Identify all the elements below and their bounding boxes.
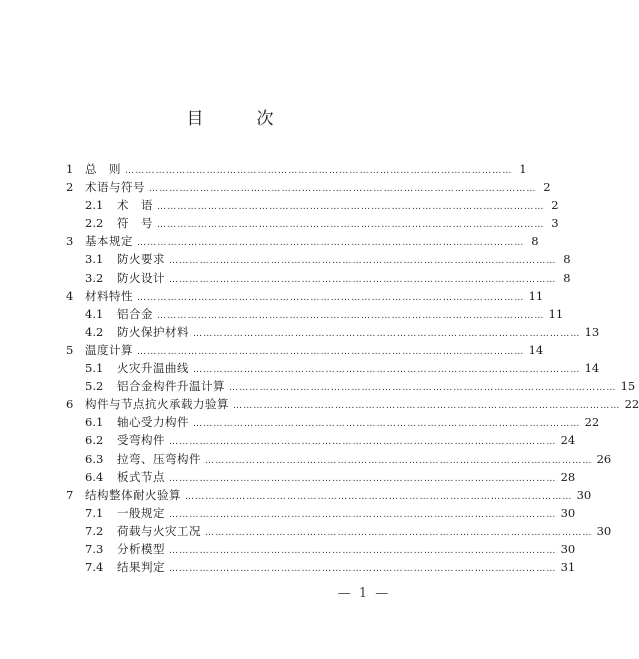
toc-entry [66, 214, 559, 232]
toc-entry-number: 6 [66, 397, 74, 412]
toc-entry-page: 30 [596, 523, 612, 538]
toc-entry-label: 分析模型 [117, 541, 165, 556]
page-number-footer: — 1 — [337, 586, 391, 601]
toc-entry-number: 2 [66, 180, 74, 195]
toc-entry [66, 250, 571, 268]
toc-entry-number: 4.2 [85, 324, 104, 339]
toc-entry [66, 431, 576, 449]
toc-entry-leader: …………………………………………………………………………………………………… [137, 346, 525, 357]
toc-entry-page: 14 [584, 361, 600, 376]
toc-entry-leader: …………………………………………………………………………………………………… [137, 238, 525, 249]
toc-entry [66, 486, 592, 504]
toc-entry-page: 24 [560, 433, 576, 448]
toc-entry-label: 板式节点 [117, 469, 165, 484]
toc-entry-label: 铝合金构件升温计算 [117, 379, 225, 394]
toc-entry-leader: …………………………………………………………………………………………………… [169, 473, 557, 484]
toc-entry-page: 22 [584, 415, 600, 430]
toc-entry-number: 7.3 [85, 541, 104, 556]
toc-entry-label: 术语与符号 [85, 180, 145, 195]
toc-entry [66, 540, 576, 558]
toc-entry-leader: …………………………………………………………………………………………………… [169, 274, 557, 285]
toc-entry [66, 468, 576, 486]
toc-entry-page: 15 [620, 379, 636, 394]
toc-entry-label: 火灾升温曲线 [117, 361, 189, 376]
toc-entry-page: 3 [551, 216, 559, 231]
toc-entry-label: 一般规定 [117, 505, 165, 520]
toc-entry [66, 522, 612, 540]
toc-entry [66, 413, 600, 431]
toc-entry-number: 4 [66, 288, 74, 303]
toc-entry-number: 5.1 [85, 361, 104, 376]
toc-entry-leader: …………………………………………………………………………………………………… [233, 401, 621, 412]
toc-entry [66, 305, 564, 323]
toc-entry [66, 323, 600, 341]
toc-entry [66, 341, 544, 359]
toc-entry-number: 3 [66, 234, 74, 249]
toc-entry [66, 558, 576, 576]
toc-entry-number: 6.4 [85, 469, 104, 484]
toc-entry-leader: …………………………………………………………………………………………………… [157, 220, 545, 231]
toc-entry-label: 温度计算 [85, 342, 133, 357]
toc-entry-leader: …………………………………………………………………………………………………… [137, 292, 525, 303]
toc-entry-leader: …………………………………………………………………………………………………… [229, 383, 617, 394]
toc-entry [66, 504, 576, 522]
toc-entry-page: 2 [543, 180, 551, 195]
toc-entry-page: 11 [528, 288, 544, 303]
toc-entry-number: 7.4 [85, 560, 104, 575]
toc-entry-page: 26 [596, 451, 612, 466]
toc-entry-leader: …………………………………………………………………………………………………… [169, 509, 557, 520]
toc-entry-number: 3.2 [85, 270, 104, 285]
toc-entry-label: 结果判定 [117, 560, 165, 575]
toc-entry-label: 符 号 [117, 216, 153, 231]
toc-entry-label: 铝合金 [117, 306, 153, 321]
toc-entry [66, 287, 544, 305]
toc-entry-number: 7.2 [85, 523, 104, 538]
toc-entry-leader: …………………………………………………………………………………………………… [157, 310, 545, 321]
toc-entry-label: 防火要求 [117, 252, 165, 267]
page-title: 目 次 [186, 109, 292, 129]
toc-entry-page: 2 [551, 198, 559, 213]
toc-entry-leader: …………………………………………………………………………………………………… [157, 202, 545, 213]
toc-entry [66, 377, 636, 395]
toc-entry-label: 荷载与火灾工况 [117, 523, 201, 538]
toc-entry-leader: …………………………………………………………………………………………………… [193, 328, 581, 339]
toc-entry [66, 269, 571, 287]
toc-entry-page: 14 [528, 342, 544, 357]
toc-entry-number: 7 [66, 487, 74, 502]
toc-entry [66, 232, 539, 250]
toc-entry-leader: …………………………………………………………………………………………………… [149, 184, 537, 195]
toc-entry-page: 11 [548, 306, 564, 321]
toc-entry [66, 160, 527, 178]
toc-entry-label: 受弯构件 [117, 433, 165, 448]
toc-entry-page: 8 [563, 270, 571, 285]
toc-entry-label: 结构整体耐火验算 [85, 487, 181, 502]
toc-entry-number: 6.1 [85, 415, 104, 430]
toc-entry [66, 395, 639, 413]
toc-entry-leader: …………………………………………………………………………………………………… [185, 491, 573, 502]
toc-entry-label: 材料特性 [85, 288, 133, 303]
toc-entry-page: 13 [584, 324, 600, 339]
toc-entry-page: 30 [560, 541, 576, 556]
toc-entry-label: 轴心受力构件 [117, 415, 189, 430]
toc-entry-leader: …………………………………………………………………………………………………… [169, 437, 557, 448]
toc-entry-label: 术 语 [117, 198, 153, 213]
toc-entry-number: 5 [66, 342, 74, 357]
toc-entry-page: 30 [576, 487, 592, 502]
toc-entry-page: 30 [560, 505, 576, 520]
toc-entry-leader: …………………………………………………………………………………………………… [193, 419, 581, 430]
toc-entry-page: 8 [531, 234, 539, 249]
toc-entry-label: 基本规定 [85, 234, 133, 249]
toc-entry-number: 6.3 [85, 451, 104, 466]
toc-entry-number: 1 [66, 162, 74, 176]
toc-entry-page: 8 [563, 252, 571, 267]
toc-entry-leader: …………………………………………………………………………………………………… [169, 256, 557, 267]
toc-entry-number: 6.2 [85, 433, 104, 448]
toc-entry-label: 总 则 [85, 162, 121, 176]
toc-entry-number: 2.2 [85, 216, 104, 231]
table-of-contents [66, 160, 639, 576]
toc-entry-page: 22 [624, 397, 639, 412]
toc-entry-page: 28 [560, 469, 576, 484]
toc-entry-number: 5.2 [85, 379, 104, 394]
toc-entry-number: 3.1 [85, 252, 104, 267]
toc-entry-number: 7.1 [85, 505, 104, 520]
toc-entry-leader: …………………………………………………………………………………………………… [205, 455, 593, 466]
toc-entry-leader: …………………………………………………………………………………………………… [169, 564, 557, 575]
toc-entry-leader: …………………………………………………………………………………………………… [125, 166, 513, 176]
toc-entry [66, 196, 559, 214]
toc-entry-label: 防火保护材料 [117, 324, 189, 339]
toc-entry [66, 178, 551, 196]
toc-entry-label: 构件与节点抗火承载力验算 [85, 397, 229, 412]
toc-entry-number: 2.1 [85, 198, 104, 213]
toc-entry [66, 359, 600, 377]
toc-entry-leader: …………………………………………………………………………………………………… [169, 545, 557, 556]
toc-entry-page: 31 [560, 560, 576, 575]
toc-entry-number: 4.1 [85, 306, 104, 321]
toc-entry [66, 450, 612, 468]
toc-entry-label: 防火设计 [117, 270, 165, 285]
toc-entry-label: 拉弯、压弯构件 [117, 451, 201, 466]
toc-entry-leader: …………………………………………………………………………………………………… [193, 365, 581, 376]
toc-entry-page: 1 [519, 162, 527, 176]
toc-entry-leader: …………………………………………………………………………………………………… [205, 527, 593, 538]
